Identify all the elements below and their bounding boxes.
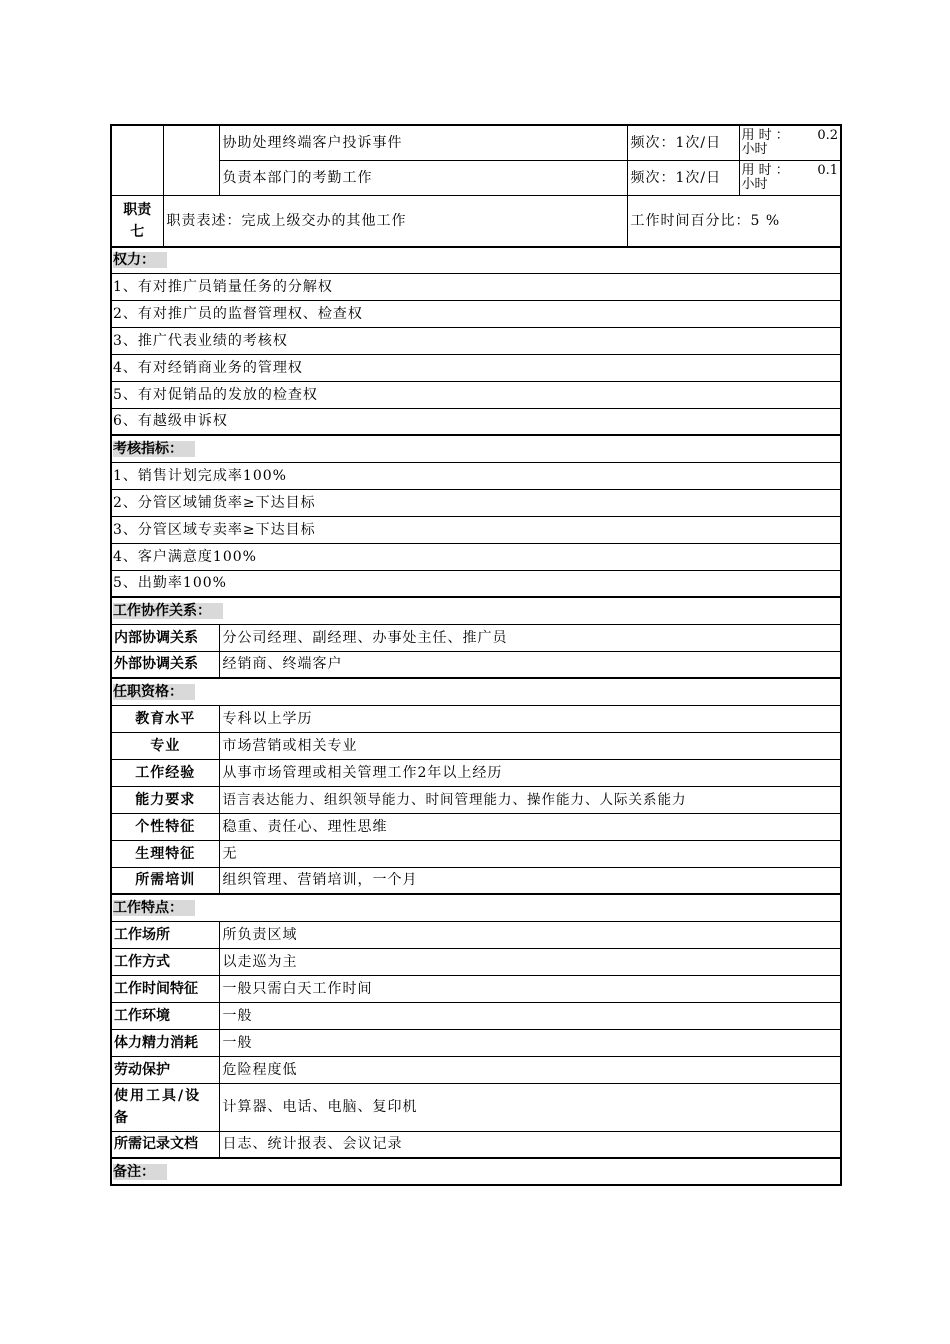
qualification-value: 市场营销或相关专业 xyxy=(219,732,841,759)
duty-blank-cell xyxy=(111,125,163,195)
relation-value: 分公司经理、副经理、办事处主任、推广员 xyxy=(219,624,841,651)
qualification-label: 教育水平 xyxy=(111,705,219,732)
relation-label: 内部协调关系 xyxy=(111,624,219,651)
duty-seven-percent: 工作时间百分比：5 % xyxy=(627,195,841,247)
authority-item: 1、有对推广员销量任务的分解权 xyxy=(111,273,841,300)
qualification-label: 工作经验 xyxy=(111,759,219,786)
section-title: 备注： xyxy=(113,1164,167,1180)
duty-text: 协助处理终端客户投诉事件 xyxy=(219,125,627,160)
feature-value: 一般 xyxy=(219,1002,841,1029)
qualification-value: 稳重、责任心、理性思维 xyxy=(219,813,841,840)
authority-header xyxy=(111,247,841,273)
qualification-label: 生理特征 xyxy=(111,840,219,867)
feature-value: 计算器、电话、电脑、复印机 xyxy=(219,1083,841,1131)
feature-label: 劳动保护 xyxy=(111,1056,219,1083)
duty-frequency: 频次：1次/日 xyxy=(627,125,739,160)
hours-value: 0.2 xyxy=(817,127,838,143)
authority-item: 2、有对推广员的监督管理权、检查权 xyxy=(111,300,841,327)
qualification-value: 无 xyxy=(219,840,841,867)
feature-label: 工作时间特征 xyxy=(111,975,219,1002)
feature-label: 工作环境 xyxy=(111,1002,219,1029)
feature-value: 一般 xyxy=(219,1029,841,1056)
duty-seven-row xyxy=(111,195,841,247)
kpi-header xyxy=(111,435,841,462)
section-title: 工作特点： xyxy=(113,900,195,916)
duty-text: 负责本部门的考勤工作 xyxy=(219,160,627,195)
qualification-label: 能力要求 xyxy=(111,786,219,813)
duty-blank-cell xyxy=(163,125,219,195)
feature-label: 工作方式 xyxy=(111,948,219,975)
job-description-sheet xyxy=(110,124,840,1186)
kpi-item: 2、分管区域铺货率≥下达目标 xyxy=(111,489,841,516)
job-description-table xyxy=(110,124,842,1186)
duty-seven-desc: 职责表述：完成上级交办的其他工作 xyxy=(163,195,627,247)
qualifications-header xyxy=(111,678,841,705)
relation-row xyxy=(111,624,841,651)
qualification-value: 语言表达能力、组织领导能力、时间管理能力、操作能力、人际关系能力 xyxy=(219,786,841,813)
qualification-label: 所需培训 xyxy=(111,867,219,894)
qualification-label: 专业 xyxy=(111,732,219,759)
features-header xyxy=(111,894,841,921)
duty-hours xyxy=(739,125,841,160)
duty-hours xyxy=(739,160,841,195)
feature-label: 体力精力消耗 xyxy=(111,1029,219,1056)
authority-item: 5、有对促销品的发放的检查权 xyxy=(111,381,841,408)
feature-value: 日志、统计报表、会议记录 xyxy=(219,1131,841,1158)
feature-label: 工作场所 xyxy=(111,921,219,948)
kpi-item: 4、客户满意度100% xyxy=(111,543,841,570)
feature-label: 所需记录文档 xyxy=(111,1131,219,1158)
relation-label: 外部协调关系 xyxy=(111,651,219,678)
hours-unit: 小时 xyxy=(741,176,768,192)
section-title: 任职资格： xyxy=(113,684,195,700)
section-title: 工作协作关系： xyxy=(113,603,223,619)
relation-value: 经销商、终端客户 xyxy=(219,651,841,678)
section-title: 考核指标： xyxy=(113,441,195,457)
hours-label: 用 时 ： xyxy=(741,162,789,178)
feature-value: 所负责区域 xyxy=(219,921,841,948)
kpi-item: 1、销售计划完成率100% xyxy=(111,462,841,489)
relation-row xyxy=(111,651,841,678)
hours-label: 用 时 ： xyxy=(741,127,789,143)
hours-value: 0.1 xyxy=(817,162,838,178)
authority-item: 6、有越级申诉权 xyxy=(111,408,841,435)
feature-value: 一般只需白天工作时间 xyxy=(219,975,841,1002)
duty-row xyxy=(111,125,841,160)
qualification-value: 专科以上学历 xyxy=(219,705,841,732)
relations-header xyxy=(111,597,841,624)
section-title: 权力： xyxy=(113,252,167,268)
kpi-item: 5、出勤率100% xyxy=(111,570,841,597)
remarks-header xyxy=(111,1158,841,1185)
qualification-label: 个性特征 xyxy=(111,813,219,840)
feature-label: 使用工具/设备 xyxy=(111,1083,219,1131)
authority-item: 4、有对经销商业务的管理权 xyxy=(111,354,841,381)
authority-item: 3、推广代表业绩的考核权 xyxy=(111,327,841,354)
hours-unit: 小时 xyxy=(741,141,768,157)
duty-row xyxy=(111,160,841,195)
duty-seven-label: 职责七 xyxy=(111,195,163,247)
feature-value: 以走巡为主 xyxy=(219,948,841,975)
duty-frequency: 频次：1次/日 xyxy=(627,160,739,195)
qualification-value: 组织管理、营销培训，一个月 xyxy=(219,867,841,894)
qualification-value: 从事市场管理或相关管理工作2年以上经历 xyxy=(219,759,841,786)
feature-value: 危险程度低 xyxy=(219,1056,841,1083)
kpi-item: 3、分管区域专卖率≥下达目标 xyxy=(111,516,841,543)
